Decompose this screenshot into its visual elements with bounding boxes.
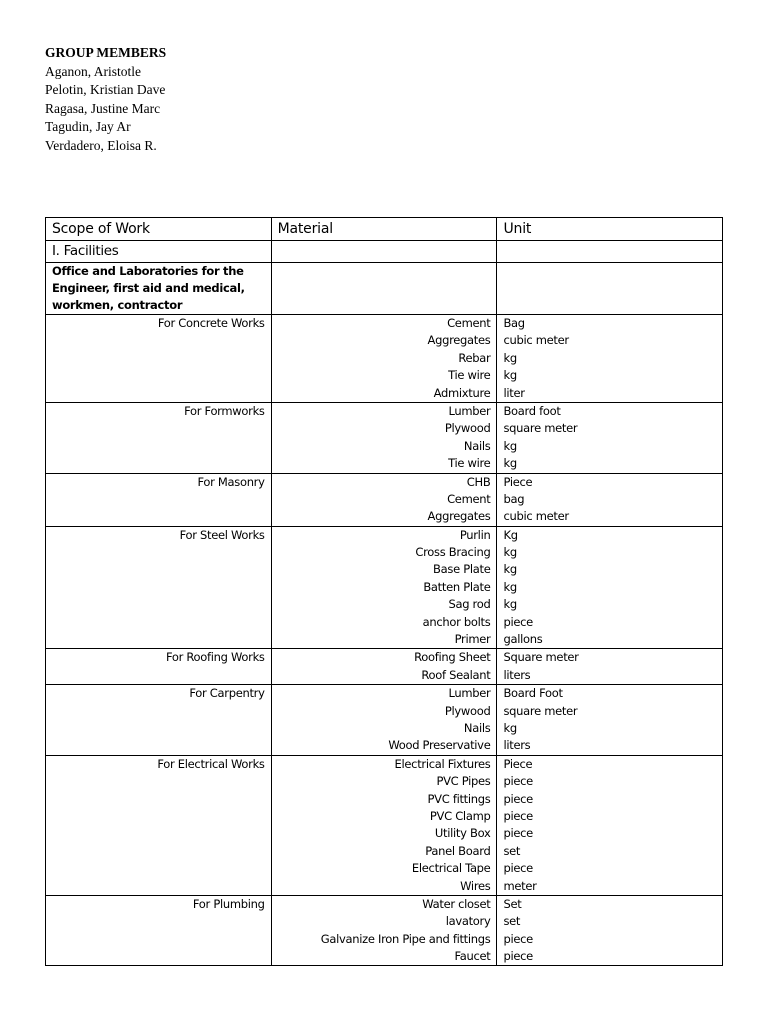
header-material: Material	[271, 218, 497, 241]
header-scope-of-work: Scope of Work	[46, 218, 272, 241]
unit-cell	[497, 685, 723, 756]
header-unit: Unit	[497, 218, 723, 241]
scope-group-label	[46, 402, 272, 473]
unit-item: liter	[503, 385, 525, 400]
member-name: Pelotin, Kristian Dave	[45, 82, 166, 97]
material-item: Admixture	[433, 385, 491, 400]
table-row	[46, 526, 723, 649]
material-item: Panel Board	[425, 843, 491, 858]
unit-item: liters	[503, 667, 531, 682]
material-cell	[271, 402, 497, 473]
material-item: PVC fittings	[427, 791, 491, 806]
unit-item: Set	[503, 896, 522, 911]
unit-item: cubic meter	[503, 333, 569, 348]
material-item: Lumber	[448, 403, 491, 418]
scope-group-label-text: For Steel Works	[179, 527, 265, 542]
scope-group-label-text: For Concrete Works	[157, 316, 265, 330]
unit-item: piece	[503, 808, 533, 823]
material-item: Galvanize Iron Pipe and fittings	[320, 931, 491, 946]
material-item: Cement	[447, 491, 491, 506]
material-item: Plywood	[444, 421, 491, 436]
material-item: Electrical Fixtures	[394, 756, 491, 771]
material-item: CHB	[466, 474, 491, 489]
material-item: anchor bolts	[422, 614, 491, 629]
material-item: Primer	[454, 632, 491, 647]
scope-group-label-text: For Plumbing	[192, 896, 265, 911]
unit-item: Board foot	[503, 403, 561, 418]
unit-item: Piece	[503, 756, 533, 771]
unit-item: kg	[503, 579, 517, 594]
scope-group-label	[46, 315, 272, 403]
section-title: I. Facilities	[46, 241, 272, 263]
table-row	[46, 473, 723, 526]
scope-group-label	[46, 755, 272, 895]
member-name: Ragasa, Justine Marc	[45, 100, 161, 116]
unit-cell	[497, 473, 723, 526]
unit-cell	[497, 755, 723, 895]
scope-group-label-text: For Roofing Works	[165, 650, 265, 665]
material-item: Wood Preservative	[388, 738, 491, 753]
unit-cell	[497, 649, 723, 685]
material-item: PVC Clamp	[429, 808, 491, 823]
table-row	[46, 895, 723, 966]
unit-item: piece	[503, 791, 533, 806]
unit-item: piece	[503, 861, 533, 876]
material-item: Tie wire	[448, 456, 491, 471]
unit-item: kg	[503, 350, 517, 365]
material-item: Nails	[463, 720, 491, 735]
material-item: Cement	[447, 316, 491, 330]
table-row	[46, 402, 723, 473]
scope-of-work-table	[45, 217, 723, 966]
material-item: Nails	[463, 438, 491, 453]
material-item: Wires	[460, 878, 491, 893]
unit-item: gallons	[503, 632, 543, 647]
table-header-row	[46, 218, 723, 241]
unit-item: liters	[503, 738, 531, 753]
scope-group-label	[46, 526, 272, 649]
scope-group-label-text: For Electrical Works	[157, 756, 265, 771]
unit-item: kg	[503, 720, 517, 735]
unit-item: cubic meter	[503, 509, 569, 524]
unit-item: piece	[503, 949, 533, 964]
unit-item: square meter	[503, 703, 578, 718]
table-row	[46, 649, 723, 685]
material-item: Purlin	[459, 527, 491, 542]
material-item: Roof Sealant	[421, 667, 491, 682]
material-item: PVC Pipes	[436, 774, 491, 789]
unit-item: piece	[503, 826, 533, 841]
table-row	[46, 755, 723, 895]
unit-item: piece	[503, 931, 533, 946]
subtitle-row	[46, 263, 723, 315]
unit-item: kg	[503, 545, 517, 560]
subsection-title: Office and Laboratories for the Engineer, first aid and medical, workmen, contractor	[52, 264, 245, 312]
member-name: Verdadero, Eloisa R.	[45, 137, 157, 153]
material-item: Base Plate	[433, 562, 491, 577]
unit-item: piece	[503, 614, 533, 629]
unit-cell	[497, 315, 723, 403]
material-item: Electrical Tape	[411, 861, 491, 876]
unit-item: set	[503, 914, 521, 929]
scope-group-label	[46, 685, 272, 756]
unit-cell	[497, 895, 723, 966]
group-members	[45, 44, 166, 155]
unit-cell	[497, 402, 723, 473]
scope-group-label	[46, 895, 272, 966]
scope-group-label-text: For Masonry	[197, 474, 265, 489]
unit-item: Board Foot	[503, 686, 563, 701]
table-row	[46, 315, 723, 403]
material-item: Utility Box	[434, 826, 491, 841]
scope-group-label-text: For Formworks	[184, 403, 265, 418]
material-item: Rebar	[458, 350, 491, 365]
unit-item: kg	[503, 562, 517, 577]
material-item: lavatory	[445, 914, 491, 929]
unit-cell	[497, 526, 723, 649]
material-cell	[271, 526, 497, 649]
unit-item: set	[503, 843, 521, 858]
unit-item: Bag	[503, 316, 525, 330]
unit-item: kg	[503, 368, 517, 383]
material-cell	[271, 685, 497, 756]
material-item: Batten Plate	[423, 579, 491, 594]
material-item: Faucet	[454, 949, 491, 964]
member-name: Aganon, Aristotle	[45, 63, 141, 79]
material-item: Roofing Sheet	[414, 650, 491, 665]
material-cell	[271, 755, 497, 895]
unit-item: kg	[503, 597, 517, 612]
unit-item: kg	[503, 438, 517, 453]
member-name: Tagudin, Jay Ar	[45, 119, 131, 134]
scope-group-label	[46, 649, 272, 685]
unit-item: Kg	[503, 527, 518, 542]
unit-item: piece	[503, 774, 533, 789]
material-cell	[271, 473, 497, 526]
material-cell	[271, 315, 497, 403]
section-row	[46, 241, 723, 263]
material-item: Aggregates	[427, 509, 491, 524]
material-item: Sag rod	[448, 597, 491, 612]
unit-item: meter	[503, 878, 537, 893]
unit-item: Piece	[503, 474, 533, 489]
material-cell	[271, 649, 497, 685]
scope-group-label-text: For Carpentry	[189, 686, 265, 701]
material-item: Cross Bracing	[415, 545, 491, 560]
material-item: Tie wire	[448, 368, 491, 383]
unit-item: square meter	[503, 421, 578, 436]
unit-item: Square meter	[503, 650, 579, 665]
material-cell	[271, 895, 497, 966]
material-item: Aggregates	[427, 333, 491, 348]
group-members-title: GROUP MEMBERS	[45, 45, 167, 60]
material-item: Lumber	[448, 686, 491, 701]
table-row	[46, 685, 723, 756]
material-item: Plywood	[444, 703, 491, 718]
unit-item: bag	[503, 491, 525, 506]
material-item: Water closet	[422, 896, 491, 911]
unit-item: kg	[503, 456, 517, 471]
scope-group-label	[46, 473, 272, 526]
